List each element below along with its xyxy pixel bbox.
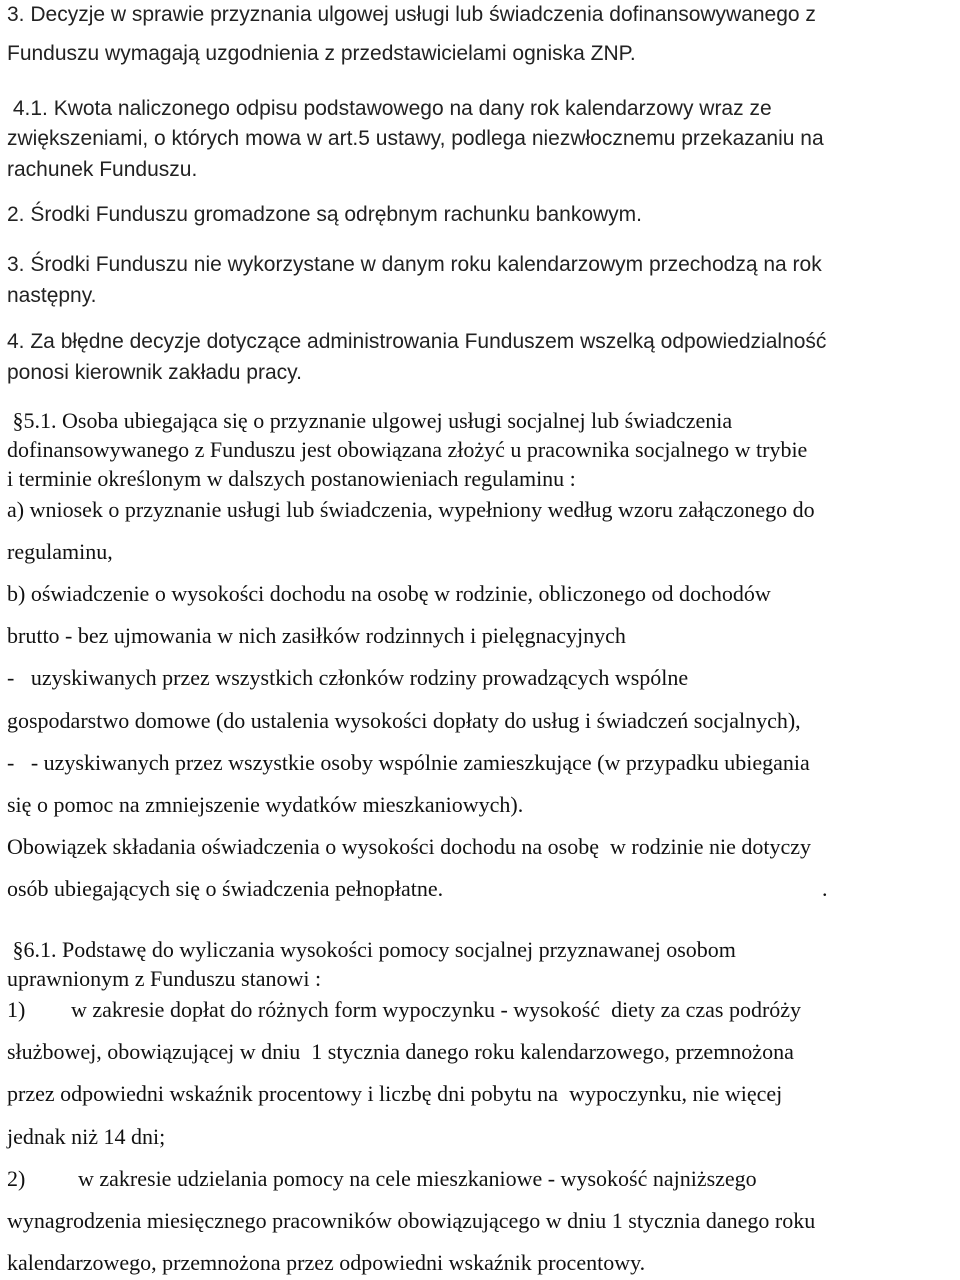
paragraph-line: §5.1. Osoba ubiegająca się o przyznanie ulgowej usługi socjalnej lub świadczenia	[7, 408, 733, 433]
list-number: 1)	[7, 997, 26, 1022]
paragraph-line: wynagrodzenia miesięcznego pracowników obowiązującego w dniu 1 stycznia danego roku	[7, 1208, 816, 1233]
paragraph-line: rachunek Funduszu.	[7, 158, 198, 181]
paragraph-line: przez odpowiedni wskaźnik procentowy i liczbę dni pobytu na wypoczynku, nie więcej	[7, 1081, 783, 1106]
paragraph-line: - - uzyskiwanych przez wszystkie osoby wspólnie zamieszkujące (w przypadku ubiegania	[7, 750, 810, 775]
list-item-text: w zakresie dopłat do różnych form wypoczynku - wysokość diety za czas podróży	[71, 997, 802, 1022]
paragraph-line: Funduszu wymagają uzgodnienia z przedstawicielami ogniska ZNP.	[7, 42, 636, 65]
paragraph-line: kalendarzowego, przemnożona przez odpowiedni wskaźnik procentowy.	[7, 1250, 646, 1275]
paragraph-line: i terminie określonym w dalszych postanowieniach regulaminu :	[7, 466, 576, 491]
paragraph-line: 4.1. Kwota naliczonego odpisu podstawowego na dany rok kalendarzowy wraz ze	[7, 97, 772, 120]
paragraph-line: osób ubiegających się o świadczenia pełnopłatne.	[7, 876, 444, 901]
list-item-text: w zakresie udzielania pomocy na cele mieszkaniowe - wysokość najniższego	[78, 1166, 757, 1191]
paragraph-line: służbowej, obowiązującej w dniu 1 stycznia danego roku kalendarzowego, przemnożona	[7, 1039, 794, 1064]
paragraph-line: 2. Środki Funduszu gromadzone są odrębnym rachunku bankowym.	[7, 203, 643, 226]
paragraph-line: gospodarstwo domowe (do ustalenia wysokości dopłaty do usług i świadczeń socjalnych),	[7, 708, 801, 733]
paragraph-line: §6.1. Podstawę do wyliczania wysokości pomocy socjalnej przyznawanej osobom	[7, 937, 736, 962]
paragraph-line: następny.	[7, 284, 97, 307]
paragraph-line: ponosi kierownik zakładu pracy.	[7, 361, 302, 384]
paragraph-line: b) oświadczenie o wysokości dochodu na osobę w rodzinie, obliczonego od dochodów	[7, 581, 771, 606]
paragraph-line: jednak niż 14 dni;	[7, 1124, 166, 1149]
paragraph-line: 4. Za błędne decyzje dotyczące administrowania Funduszem wszelką odpowiedzialność	[7, 330, 827, 353]
paragraph-line: a) wniosek o przyznanie usługi lub świadczenia, wypełniony według wzoru załączonego do	[7, 497, 815, 522]
list-number: 2)	[7, 1166, 26, 1191]
paragraph-line: 3. Środki Funduszu nie wykorzystane w danym roku kalendarzowym przechodzą na rok	[7, 253, 822, 276]
paragraph-line: 3. Decyzje w sprawie przyznania ulgowej usługi lub świadczenia dofinansowywanego z	[7, 3, 816, 26]
paragraph-line: brutto - bez ujmowania w nich zasiłków rodzinnych i pielęgnacyjnych	[7, 623, 626, 648]
paragraph-line: się o pomoc na zmniejszenie wydatków mieszkaniowych).	[7, 792, 524, 817]
trailing-period: .	[822, 876, 828, 901]
paragraph-line: regulaminu,	[7, 539, 113, 564]
paragraph-line: zwiększeniami, o których mowa w art.5 ustawy, podlega niezwłocznemu przekazaniu na	[7, 127, 824, 150]
paragraph-line: uprawnionym z Funduszu stanowi :	[7, 966, 322, 991]
paragraph-line: - uzyskiwanych przez wszystkich członków rodziny prowadzących wspólne	[7, 665, 689, 690]
paragraph-line: Obowiązek składania oświadczenia o wysokości dochodu na osobę w rodzinie nie dotyczy	[7, 834, 811, 859]
paragraph-line: dofinansowywanego z Funduszu jest obowiązana złożyć u pracownika socjalnego w trybie	[7, 437, 808, 462]
